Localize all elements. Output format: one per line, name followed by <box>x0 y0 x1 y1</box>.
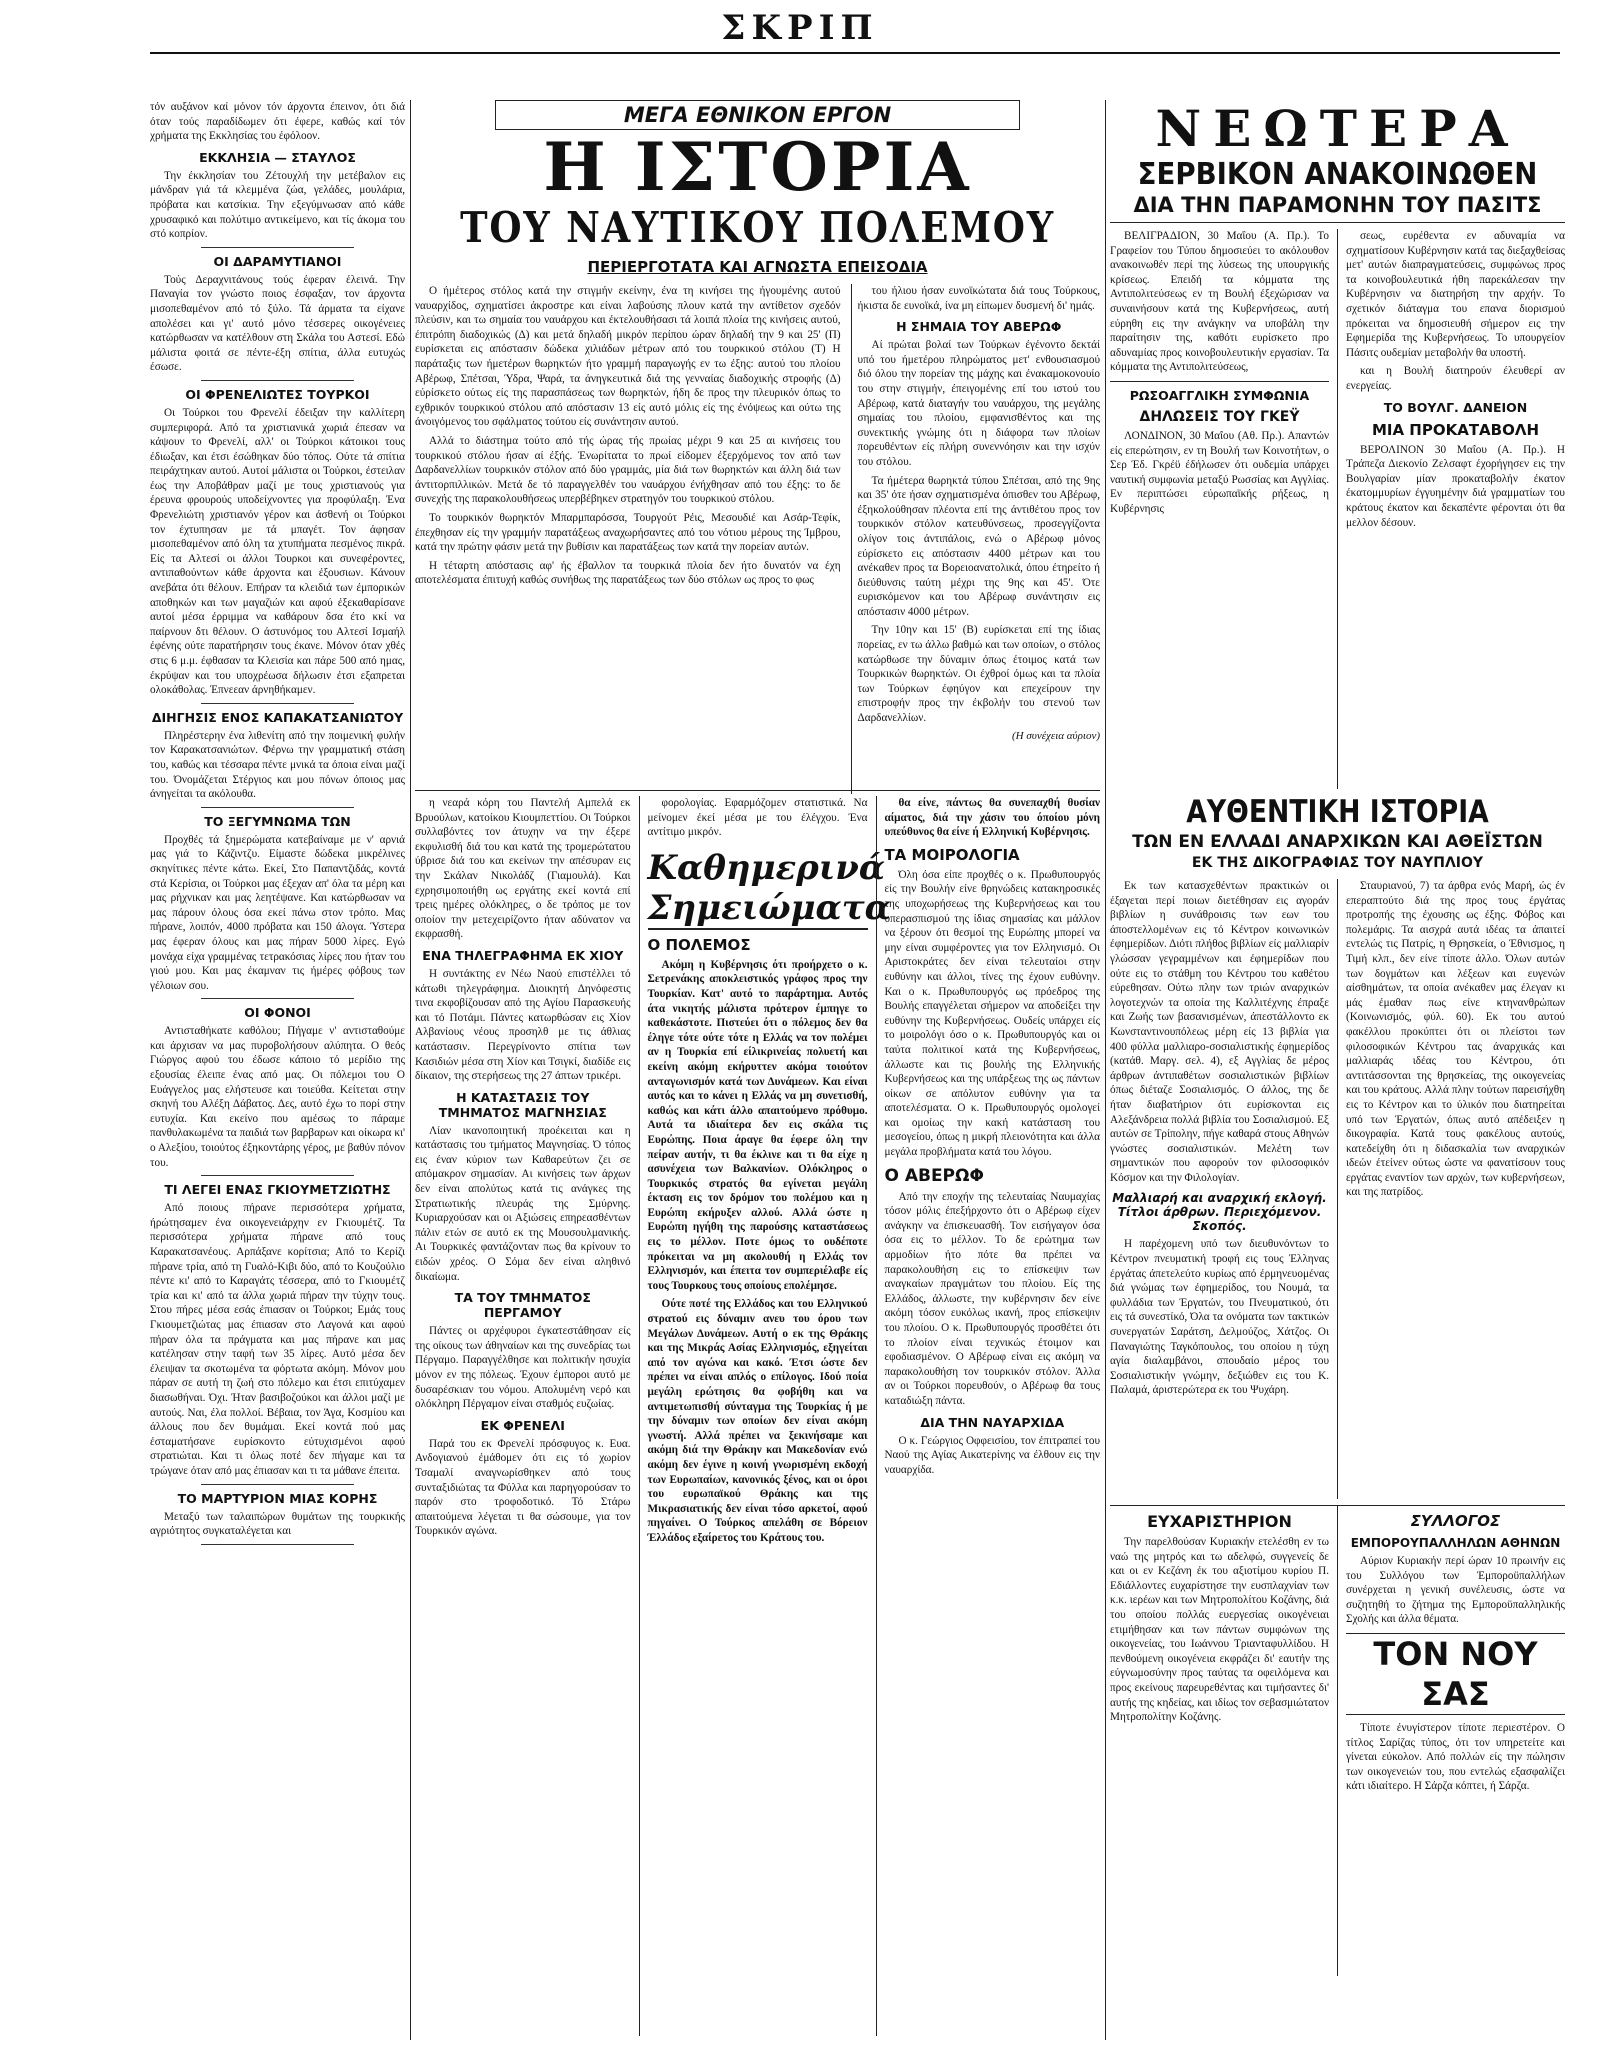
section-text: Οι Τούρκοι του Φρενελί έδειξαν την καλλίτερη συμπεριφορά. Από τα χριστιανικά χωριά έπεσαν να κάψουν το Φρενελί, αλλ' οι Τούρκοι κάτοικοι τους έδιωξαν, και έτσι έσώθηκαν δύο τόπος. Ούτε τά σπίτια πειράχτηκαν αυτού. Αυτοί μάλιστα οι Τούρκοι, έστειλαν έως την Αποβάθραν μαζί με τους χριστιανούς για έρευνα φρουρούς υποδείχνοντες για προφύλαξη. Ένα Φρενελιώτη χριστιανόν γέρον και άσθενή οι Τούρκοι τον έχτυπησαν με τά μπαγέτ. Τον άφησαν μισοπεθαμένον από όλη τα χτυπήματα πεσμένος πικρά. Είς τα Αλτεσί οι άλλοι Τουρκοι και συνεφέροντες, αντιπαθούντων κάθε άρχοντα και έξουσιων. Κάνουν ανεβάτα ότι θέλουν. Επήραν τα κλειδιά των έμπορικών αποθηκών και των μαγαζιών και αφού έξεκαθαρίσανε αυτοί μέσα έρριμμα να καθάρουν δσα έτο κκί να παίρνουν δτι θέλουν. Ο άστυνόμος του Αλτεσί Ισμαήλ έφένης ούτε παρατήρησιν τους έκανε. Μόνον όταν χθές στις 6 μ.μ. έφθασαν τα Κλεισία και πάρε 500 από ημας, έκρύψαν και του υποχρέωσα δήλωσιν έτσι εξαπρεται ολοκάθολας. Έπνεεαν άρνηθήκαμεν. <box>150 406 405 697</box>
latest-news-title: ΝΕΩΤΕΡΑ <box>1155 99 1520 158</box>
column-news <box>1110 100 1565 2040</box>
history-para: Αλλά το διάστημα τούτο από τής ώρας τής πρωίας μέχρι 9 και 25 αι κινήσεις του τουρκικού στόλου ήσαν αί έξής. Ένωρίτατα το πρωί είδομεν έξερχόμενος τον από των Δαρδανελλίων τουρκικόν στόλον από δύο γραμμάς, μία διά των θωρηκτών και άλλη διά των άντιτορπιλλικών. Μετά δε τό παραγγελθέν του ναυάρχου ένήχθησαν από του έξης: το δε συνεχής της παρακολουθήσεως υπερβέβηκεν στρατηγόν του τουρκικού στόλου. <box>415 434 841 506</box>
column-divider <box>1337 1506 1338 1976</box>
headline-history: Η ΙΣΤΟΡΙΑ <box>543 128 972 206</box>
section-text: Μεταξύ των ταλαιπώρων θυμάτων της τουρκικής αγριότητος συγκαταλέγεται και <box>150 1510 405 1538</box>
story-text: Ούτε ποτέ της Ελλάδος και του Ελληνικού στρατού εις δύναμιν ανευ του όρου των Μεγάλων Δυνάμεων. Αυτή ο εκ της Θράκης και της Μικράς Ασίας Ελληνισμός, εξηγείται από τον αγώνα και κακό. Έτσι ώστε δεν πρέπει να είναι απλός ο επίλογος. Ιδού ποία μεγάλη ερώτησις θα φοβήθη και να αντιμετωπισθή σύνταγμα της Τουρκίας ή με την δύναμιν των οποίων δεν είναι ακόμη γνωστή. Αλλά πρέπει να ξεκινήσαμε και ακόμη διά την Θράκην και Μακεδονίαν ενώ ακόμη δεν έγινε η κοινή γνωρισμένη εκδοχή των Ευρωπαίων, κανονικός ξένος, και οι όροι του ευρωπαϊκού Θράκης και της Μικρασιατικής δεν είναι τόσο αρκετοί, αφού πηγαίνει. Ο Τούρκος απελάθη σε Βόρειον Έλλάδος εξαίρετος του Κράτους του. <box>647 1298 868 1544</box>
daily-notes-title2: Σημειώματα <box>647 887 891 928</box>
col2b <box>415 796 631 2036</box>
association-column <box>1346 1506 1565 1976</box>
story-text: Τίποτε ένυγίστερον τίποτε περιεστέρον. Ο τίτλος Σαρίζας τύπος, ότι τον υπηρετείτε και γίνεται εύκολον. Από πολλών είς την πώλησιν των οικογενειών του, που εντελώς εξασφαλίζει κάτι ιδιαίτερο. Η Σάρζα κόπτει, ή Σάρζα. <box>1345 1721 1565 1793</box>
section-text: Τούς Δεραχνιτάνους τούς έφεραν έλεινά. Την Παναγία τον γνώστο ποιος έσφαξαν, τον άρχοντα μισοπεθαμένον από τό ξύλο. Τά άρματα τα είχανε απολέσει και γι' αυτό μόνο τέσσερες οικογένειες κατώρθωσαν να κατέλθουν στη Σκάλα του Αστεσί. Εδώ μάλιστα φοιτά σε πέντε-έξη σπίτια, άλλα ευτυχώς έσωσε. <box>150 273 405 374</box>
kicker: ΜΕΓΑ ΕΘΝΙΚΟΝ ΕΡΓΟΝ <box>495 100 1020 130</box>
magnesia-heading: Η ΚΑΤΑΣΤΑΣΙΣ ΤΟΥ ΤΜΗΜΑΤΟΣ ΜΑΓΝΗΣΙΑΣ <box>438 1089 607 1120</box>
section-heading: ΤΙ ΛΕΓΕΙ ΕΝΑΣ ΓΚΙΟΥΜΕΤΖΙΩΤΗΣ <box>164 1182 391 1198</box>
advance-heading: ΜΙΑ ΠΡΟΚΑΤΑΒΟΛΗ <box>1371 420 1540 439</box>
story-text: και η Βουλή διατηρούν έλευθερί αν ενεργείας. <box>1345 365 1565 392</box>
section-text: Την έκκλησίαν του Ζέτουχλή την μετέβαλον εις μάνδραν γιά τά κλεμμένα ζώα, γελάδες, μουλάρια, πρόβατα και κατσίκια. Την εξεγύμνωσαν από κάθε χρυσαφικό και πολύτιμο αντικείμενο, και τίς άκομα του στό κοπρίον. <box>150 169 405 241</box>
story-text: Σταυριανού, 7) τα άρθρα ενός Μαρή, ώς έν επεραπτούτο διά της προς τους έργάτας προτροπής της έχουσης ως έξης. Φόβος και πολεμάρις. Τα αισχρά αυτά ιδέας τα άπαιτεί εντελώς τις Πατρίς, η Θρησκεία, ο Έθνισμος, η Τιμή κλπ., δεν είνε τίποτε άλλο. Όλων αυτών των δογμάτων και λέξεων και ευγενών αίσθημάτων, τα οποία ανέκαθεν μας έλεγαν κι μάς έμαθαν πως είνε κτηνανθρώπων (Κοινωνισμός, φύλ. 60). Εκ του αυτού φακέλλου προκύπτει ότι οι πλείστοι των φιλοσοφικών Κέντρου τας άναρχικάς και μαλλιαράς ιδέας του Κέντρου, ότι αντιτάσσονται της θρησκείας, της οικογενείας και του κράτους. Αλλά πλην τούτων παρεισήχθη εις το Κέντρον και το ύλικόν που διατηρείται υπό των Έργατών, όπως αυτό απέδειξεν η δικογραφία. Κατά τους φακέλους αυτούς, κατεδείχθη ότι η διδασκαλία των αναρχικών ιδεών έτείνεν ούτως ώστε να φανατίσουν τους εργάτας εναντίον των αρχών, των κυβερνήσεων, και της πατρίδος. <box>1345 880 1565 1199</box>
nafplio-title: ΕΚ ΤΗΣ ΔΙΚΟΓΡΑΦΙΑΣ ΤΟΥ ΝΑΥΠΛΙΟΥ <box>1191 855 1484 871</box>
section-heading: ΤΟ ΜΑΡΤΥΡΙΟΝ ΜΙΑΣ ΚΟΡΗΣ <box>177 1490 378 1506</box>
anarchists-body <box>1110 879 1565 1499</box>
freneli-heading: ΕΚ ΦΡΕΝΕΛΙ <box>480 1417 565 1433</box>
section-rule <box>415 790 1100 791</box>
authentic-story-title: ΑΥΘΕΝΤΙΚΗ ΙΣΤΟΡΙΑ <box>1186 794 1489 830</box>
headline-naval-war: ΤΟΥ ΝΑΥΤΙΚΟΥ ΠΟΛΕΜΟΥ <box>460 203 1055 252</box>
masthead: ΣΚΡΙΠ <box>721 8 879 48</box>
section-rule <box>201 1484 354 1485</box>
col3a <box>647 796 891 2036</box>
laments-heading: ΤΑ ΜΟΙΡΟΛΟΓΙΑ <box>884 845 1020 864</box>
story-text: Όλη όσα είπε προχθές ο κ. Πρωθυπουργός είς την Βουλήν είνε θρηνώδεις κατακηροσικές της υποχωρήσεως της Κυβερνήσεως και του υπερασπισμού της ίδιας σημασίας και μάλλον να ξέρουν ότι θεσμοί της Ευρώπης μπορεί να μην είναι συμφέροντες για τον Ελληνισμό. Οι Αριστοκράτες δεν είναι τελευταίοι στην ευθύνην και άλλοι, τίνες της έχουν ευθύνην. Και ο κ. Πρωθυπουργός ως πρόεδρος της Βουλής επαγγέλεται σήμερον να αποδείξει την ευθύνην της Κυβερνήσεως. Ουδείς υπάρχει είς το μοιρολόγι όσο ο κ. Πρωθυπουργός και οι ταύτα πολιτικοί κατά της Κυβερνήσεως, άλλωστε και τις βουλής της Ελληνικής Κυβερνήσεως και της υπάρξεως της ως πάντων οίκων σε απόλυτον ευθύνην για τα αποτελέσματα. Ο κ. Πρωθυπουργός ομολογεί και ομοίως την κακή κατάσταση του μεσογείου, όπως η μικρή πλειονότητα και άλλα μεγάλα προβλήματα κατά του λόγου. <box>884 868 1100 1159</box>
story-text: Η συντάκτης εν Νέω Ναού επιστέλλει τό κάτωθι τηλεγράφημα. Διοικητή Δηνόφεστις τινα εκφοβίζουσαν από της Αγίου Παρασκευής και τό Ποτάμι. Πάντες κατωρθώσαν εις Χίον Αλβανίους νέους προσηλθ με τις άθλιας κατάστασιν. Περεγρίνοντο σπίτια των Κασιδιών μέσα στη Χίον και Τσιγκί, διαδίδε εις δίκαιον, της στερήσεως της 27 άπτων τρικέρι. <box>415 967 631 1083</box>
grey-statement-heading: ΔΗΛΩΣΕΙΣ ΤΟΥ ΓΚΕΫ <box>1139 408 1300 425</box>
russo-english-heading: ΡΩΣΟΑΓΓΛΙΚΗ ΣΥΜΦΩΝΙΑ <box>1129 387 1310 403</box>
story-text: θα είνε, πάντως θα συνεπαχθή θυσίαν αίματος, διά την χάσιν του όποίου μόνη υπεύθυνος θα είνε ή Ελληνική Κυβέρνησις. <box>884 797 1100 839</box>
war-heading: Ο ΠΟΛΕΜΟΣ <box>647 935 751 954</box>
intro-text: τόν αυξάνον καί μόνον τόν άρχοντα έπεινον, ότι διά όταν τούς παραδίδωμεν ότι έφερε, καθώς καί τόν χρήματα της Εκκλησίας του έφόλοον. <box>150 101 405 143</box>
averof-heading: Ο ΑΒΕΡΩΦ <box>884 1165 984 1186</box>
section-rule <box>201 703 354 704</box>
left-sections <box>150 150 405 1545</box>
column-divider <box>639 796 640 2036</box>
column-divider <box>410 100 411 2040</box>
association-subheading: ΕΜΠΟΡΟΥΠΑΛΛΗΛΩΝ ΑΘΗΝΩΝ <box>1350 1536 1561 1550</box>
story-text: Η παρέχομενη υπό των διευθυνόντων το Κέντρον πνευματική τροφή εις τους Έλληνας έργάτας άπετελεύτο κυρίως από έρμηνευομένας διά γνώμας των έφημερίδος, του Νουμά, τα φυλλάδια των Έργατών, του Πνευματικού, ότι εις τά συνεστίκό, Όλα τα ονόματα των τακτικών συνεργατών Σαράτση, Δελμούζος, Χάτζος. Οι Παναγιώτης Ταγκόπουλος, του οποίου η τύχη αγία διαλαμβάνοι, σπουδαίο μέρος του Σοσιαλιστικήν γνώμην, δεξιώθεν εις του Κ. Παλαμά, άριστερώτερα εκ του Ψυχάρη. <box>1110 1238 1329 1397</box>
col3b <box>884 796 1100 2036</box>
story-text: σεως, ευρέθεντα εν αδυναμία να σχηματίσουν Κυβέρνησιν κατά τας διεξαχθείσας μετ' αυτών διαπραγματεύσεις, συμφώνως προς τα κοινοβουλευτικά ήθη παρεκάλεσαν την Κυβέρνησιν να διατηρήση την αρχήν. Το σχετικόν διάταγμα του επανα διορισμού πρόκειται να δημοσιευθή σήμερον εις την Εφημερίδα της Κυβερνήσεως. Το υπουργείον Πάσιτς ουδεμίαν μεταβολήν θα υποστή. <box>1345 230 1565 359</box>
flagship-heading: ΔΙΑ ΤΗΝ ΝΑΥΑΡΧΙΔΑ <box>920 1414 1065 1430</box>
section-text: Αντισταθήκατε καθόλου; Πήγαμε ν' αντισταθούμε και άρχισαν να μας πυροβολήσουν αλύπητα. Ο θεός Γιώργος αφού του έδωσε κάποιο τό μερίδιο της εξουσίας έλειπε ένας από μας. Οι πόλεμοι του Ο Ευάγγελος μας ελήστευσε και τοιεύθα. Κείτεται στην σκηνή του Αλέξη Δάβατος. Δες, αυτό έχω το πορί στην ευτυχία. Και εκείνο που αμέσως το πάραμε πανθυλακωμένα τα παιδιά των βαρβαρων και οίκωρα κι' ο Αλεξίου, τοιούτος έξηκοντάρης γέρος, με βαθύν πόνον του. <box>150 1025 405 1169</box>
section-heading: ΔΙΗΓΗΣΙΣ ΕΝΟΣ ΚΑΠΑΚΑΤΣΑΝΙΩΤΟΥ <box>151 709 404 725</box>
history-para: Ο ήμέτερος στόλος κατά την στιγμήν εκείνην, ένα τη κινήσει της ήγουμένης αυτού ναυαρχίδος, σχηματίσει άκροστρε και είναι λαβούσης πλουν κατά την αντίθετον σχεδόν πλεύσιν, και τω σημαία του ναυάρχου και έκτελουθήσασι τά λοιπά πλοία της κινήσεις αυτού, έπιτρόπη διαδοχικώς (Δ) και μετά δηλαδή μικρόν περίπου ώραν δηλαδή την 9 και 25' (Π) ευρίσκεται εις απόστασιν δώδεκα χιλιάδων μέτρων από του τουρκικού στόλου (Τ) Η παράταξις των ήμετέρων θωρηκτών ήτο γραμμή παραγωγής εν τω έξης: αυτού του πλοίου Αβέρωφ, Σπέτσαι, Ύδρα, Ψαρά, τα άνηγκευτικά διά της γενναίας διαδοχικής στροφής (Δ) εύρίσκετο ούτως είς της παρασπάσεως των θωρηκτών, ήδη δε προς την πλευρικόν όπως το εχθρικόν τουρκικού στόλου από απόστασιν 13 είς αυτό μόλις είς της ένόψεως και ούτω της άνοιγόμενος του σφάλματος τούτου είς συνάντησιν αυτού. <box>415 285 841 429</box>
section-rule <box>201 1175 354 1176</box>
section-heading: ΟΙ ΦΡΕΝΕΛΙΩΤΕΣ ΤΟΥΡΚΟΙ <box>185 386 370 402</box>
column-divider <box>1337 879 1338 1499</box>
history-para: Την 10ην και 15' (Β) ευρίσκεται επί της ίδιας πορείας, εν τω άλλω βαθμώ και των οποίων, ο στόλος κατώρθωσε την δύναμιν όπως έτοιμος κατά των Τουρκικών θωρηκτών. Οι έχθροί όμως και τα πλοία των Τούρκων έφηύγον και επεχείρουν την επιστροφήν προς την έκβολήν του στενού των Δαρδανελλίων. <box>857 624 1100 725</box>
story-text: Από την εποχήν της τελευταίας Ναυμαχίας τόσον μόλις έπεξήρχοντο ότι ο Αβέρωφ είχεν ανάγκην να έπισκευασθή. Τον εισήγαγον όσα όσα εις το μέλλον. Το δε ερώτημα των αρμοδίων ήτο πότε θα πρέπει να παρακολουθήση εις το επίσκεψιν των αναγκαίων πραγμάτων του πλοίου. Είς της Ελλάδος, άλλωστε, την κυβέρνησιν δεν είνε ακόμη τόσον ευκόλως ικανή, προς επίσκεψιν του πλοίου. Ο κ. Πρωθυπουργός προσθέτει ότι το πλοίον είναι τεχνικώς έτοιμον και εφοδιασμένον. Ο Αβέρωφ είναι εις ακόμη να παρακολουθήση τον τουρκικόν στόλον. Άλλα αν οι Τούρκοι πορευθούν, ο Αβέρωφ θα τους καταδιώξη πάντα. <box>884 1190 1100 1407</box>
column-left <box>150 100 405 2040</box>
anarchists-title: ΤΩΝ ΕΝ ΕΛΛΑΔΙ ΑΝΑΡΧΙΚΩΝ ΚΑΙ ΑΘΕΪΣΤΩΝ <box>1132 832 1543 852</box>
anarchists-right <box>1346 879 1565 1499</box>
story-text: Την παρελθούσαν Κυριακήν ετελέσθη εν τω ναώ της μητρός και τω αδελφώ, συγγενείς δε και οι εν Κεζάνη έκ του αξιοτίμου κυρίου Π. Εδιάλλοντες ευχαρίστησε την ευσπλαχνίαν των κ.κ. ιερέων και των Μητροπολίτου Κοζάνης, διά του οποίου πολλάς ευεργεσίας οικογένειαι ετιμήθησαν και των πάντων συμφώνων της οικογενείας, του Ιωάννου Τριανταφυλλίδου. Η πενθούμενη οικογένεια εκφράζει δι' εαυτήν της εύγνωμοσύνην προς ταύτας τα οφειλόμενα και προς εκείνους παρευρεθέντας και τιμήσαντες δι' αυτής της κηδείας, και ιδίως τον σεβασμιώτατον Μητροπολίτην Κοζάνης. <box>1110 1536 1329 1724</box>
news-left <box>1110 229 1329 789</box>
mind-heading: ΤΟΝ ΝΟΥ ΣΑΣ <box>1346 1633 1565 1715</box>
column-divider <box>1337 229 1338 789</box>
section-text: Από ποιους πήρανε περισσότερα χρήματα, ήρώτησαμεν ένα οικογενειάρχην εν Γκιουμέτζ. Τα περισσότερα χρήματα πήρανε από τους Καρακατσανέους. Αρπάξανε κορίτσια; Από το Κερίζι πήρανε τρία, από τη Γυαλό-Κιβι δύο, από το Κουζούλιο πέντε κι' από το Καραγάτς τέσσερα, από το Γκιουμέτζ τρία και κι' από τα άλλα χωριά πήραν την τύχην τους. Στου πήρες μέσα εσάς έπιασαν οι Τούρκοι; Εμάς τους Γκιουμετζιώτας μας έπιασαν στο Λαγονά και αφού πήραν όλα τα πράγματα και μας πήρανε και μας κατέλησαν στην ταφή των 35 λίρες. Αυτό μέσα δεν έλειψαν τα σκοτωμένα τα φόρτωτα ακόμη. Μόνον μου πάραν σε αυτή τη ζωή στο πόλεμο και έτσι επιτύχαμεν διασωθήναι. Όχι. Ήταν βασιβοζούκοι και άλλοι μαζί με αυτούς. Ναι, έλα πολλοί. Βέβαια, τον Άγα, Κοσμίου και άλλους που δεν θυμάμαι. Εκεί κοντά πού μας έσταματήσανε ευρίσκοντο εύτυχισμένοι αφού στρατιώται. Και τι όλως ποτέ δεν πήγαμε και τα τρώγανε όταν από μας έπιασαν και τι τα μάθανε έπειτα. <box>150 1202 405 1477</box>
story-text: η νεαρά κόρη του Παντελή Αμπελά εκ Βρυούλων, κατοίκου Κιουμπεττίου. Οι Τούρκοι συλλαβόντες τον άτυχην να την έξερε εκφυλισθή διά του και κατά της τρομερώτατου ύβρισε διά του και εκείνων την απέσυραν εις την Σκάλαν Νικολάδζ (Γιαμουλά). Και εχρησιμοποιήθη ως εργάτης εκεί κοντά επί τρεις ημέρες ολόκληρες, ο δε τρόπος με τον οποίον την μετεχειρίζοντο ήταν αδύνατον να εκφρασθή. <box>415 797 631 941</box>
headline-subtitle: ΠΕΡΙΕΡΓΟΤΑΤΑ ΚΑΙ ΑΓΝΩΣΤΑ ΕΠΕΙΣΟΔΙΑ <box>587 258 928 276</box>
news-lower <box>1110 1505 1565 1976</box>
story-text: Ο κ. Γεώργιος Οφφεισίου, τον έπιτραπεί του Ναού της Αγίας Αικατερίνης να έλθουν εις την ναυαρχίδα. <box>884 1434 1100 1476</box>
section-heading: ΟΙ ΦΟΝΟΙ <box>244 1005 311 1021</box>
thanks-column <box>1110 1506 1329 1976</box>
history-para: του ήλιου ήσαν ευνοϊκώτατα διά τους Τούρκους, ήκιστα δε ευνοϊκά, ίνα μη είπωμεν δυσμενή δι' ημάς. <box>857 285 1100 312</box>
serbian-announcement-subtitle: ΔΙΑ ΤΗΝ ΠΑΡΑΜΟΝΗΝ ΤΟΥ ΠΑΣΙΤΣ <box>1110 192 1565 223</box>
history-para: Το τουρκικόν θωρηκτόν Μπαρμπαρόσσα, Τουργούτ Ρέις, Μεσουδιέ και Ασάρ-Τεφίκ, έπεχθησαν είς την γραμμήν παρατάξεως αναχωρήσαντες από του νότιου μέρους της Ίμβρου, κατά την πρώτην φάσιν μετά την βυθίσιν και παρατάξεως των κατά την πορείαν αυτών. <box>415 511 841 554</box>
anarchists-left <box>1110 879 1329 1499</box>
section-rule <box>201 998 354 999</box>
history-body <box>415 284 1100 794</box>
serbian-announcement-title: ΣΕΡΒΙΚΟΝ ΑΝΑΚΟΙΝΩΘΕΝ <box>1137 157 1538 192</box>
story-text: Αύριον Κυριακήν περί ώραν 10 πρωινήν εις του Συλλόγου των Έμποροϋπαλλήλων συνέρχεται η γενική συνέλευσις, ώστε να συζητηθή το ζήτημα της Εμποροϋπαλληλικής Σχολής και άλλα θέματα. <box>1345 1555 1565 1626</box>
story-text: φορολογίας. Εφαρμόζομεν στατιστικά. Να μείνομεν έκεί μέσα με του έλέγχου. Ένα αντίτιμο μικρόν. <box>647 797 868 839</box>
section-rule <box>201 807 354 808</box>
column-history <box>415 100 1100 2040</box>
history-para: Η τέταρτη απόστασις αφ' ής έβαλλον τα τουρκικά πλοία δεν ήτο δυνατόν να έχη αποτελέσματα έπιτυχή καθώς συνήθως της παρατάξεως των δύο στόλων ως προς το φως <box>415 559 841 587</box>
anarchists-subheading: Μαλλιαρή και αναρχική εκλογή. Τίτλοι άρθρων. Περιεχόμενον. Σκοπός. <box>1112 1191 1327 1234</box>
pergamos-heading: ΤΑ ΤΟΥ ΤΜΗΜΑΤΟΣ ΠΕΡΓΑΜΟΥ <box>454 1290 591 1321</box>
masthead-rule <box>150 52 1560 54</box>
history-left-column <box>415 284 841 794</box>
flag-heading: Η ΣΗΜΑΙΑ ΤΟΥ ΑΒΕΡΩΦ <box>896 319 1062 335</box>
thanks-heading: ΕΥΧΑΡΙΣΤΗΡΙΟΝ <box>1147 1512 1292 1531</box>
section-rule <box>201 380 354 381</box>
story-text: ΛΟΝΔΙΝΟΝ, 30 Μαΐου (Αθ. Πρ.). Απαντών είς επερώτησιν, εν τη Βουλή των Κοινοτήτων, ο Σερ Έδ. Γκρέϋ έδήλωσεν ότι ουδεμία υπάρχει ναυτική συμφωνία μεταξύ Ρωσσίας και Αγγλίας. Εν περιπτώσει εύρωπαϊκής ρήξεως, η Κυβέρνησις <box>1110 429 1329 515</box>
column-divider <box>1105 100 1106 2040</box>
section-heading: ΕΚΚΛΗΣΙΑ — ΣΤΑΥΛΟΣ <box>199 149 356 165</box>
story-text: Εκ των κατασχεθέντων πρακτικών οι έξαγεται περί ποιων διετέθησαν εις αγοράν βιβλίων η συνάθροισις των εων του άποστελλομένων εις τό Κέντρον κοινωνικών έφημερίδων. Διότι πλήθος βιβλίων είς μαλλιαρίν γλώσσαν γεγραμμένων και έφημερίδων που ούτε εις το στάθμη του Κέντρου του καθέτου εύρεθησαν. Ούτω πλην των τριών αναρχικών λογοτεχνών τα οποία της Καλλιτέχνης έπραξε και Ζωής των βασανισμένων, άπεστάλλοντο εκ Κωνσταντινουπόλεως μέρη είς 13 βιβλία για 400 φύλλα μαλλιαρο-σοσιαλιστικής έφημερίδος (κατάθ. Μαργ. σελ. 4), εξ Αγγλίας δε μέρος άρθρων άντιπαθέτων σοσιαλιστικών βιβλίων όπως διέταζε Σοσιαλισμός. Ο άλλος, της δε ήταν διαβατήριον ότι ευρίσκονται εις Αλεξάνδρεια πολλά βιβλία του Σοσιαλισμού. Εξ αυτών σε Τρίπολην, πήγε καθαρά στους Αθηνών γνώστες σοσιαλιστικών. Μελέτη των σημαντικών που αφορούν τον φιλοσοφικόν Κόσμον και την Φιλολογίαν. <box>1110 880 1329 1184</box>
history-para: Αί πρώται βολαί των Τούρκων έγένοντο δεκτάί υπό του ήμετέρου πληρώματος μετ' ενθουσιασμού διό όλου την πορείαν της μάχης και ένακαμοκονουίο του στην στιγμήν, έπειγομένης επί του ιστού του Αβέρωφ, κατά διαταγήν του ναυάρχου, της μεγάλης σημαίας του πλοίου, εμφανισθέντος και της συνεκτικής γνώμης ότι η διάφορα των πλοίων πορευθέντων είς πλήρη συνεννόησιν και την ισχύν του στόλου. <box>857 339 1100 468</box>
story-text: Πάντες οι αρχέφυροι έγκατεστάθησαν είς της οίκους των άθηναίων και της συνεδρίας τωι Πέργαμο. Παραγγέλθησε και πολιτικήν ησυχία μόνον εν της πόλεως. Έχουν έμποροι αυτό με δυσαρέσκιαν του νόμου. Απολυμένη νερό και ολόκληρη Πέργαμον είναι σταθμός ευζωίας. <box>415 1325 631 1411</box>
history-para: Τα ήμέτερα θωρηκτά τύπου Σπέτσαι, από της 9ης και 35' ότε ήσαν σχηματισμένα όπισθεν του Αβέρωφ, έξηκολούθησαν πλέοντα επί της άντιθέτου προς τον τουρκικόν στόλον κατευθύνσεως, προσεγγίζοντα ολίγον τοις άντιπάλοις, ενώ ο Αβέρωφ μόνος εύρίσκετο εις απόστασιν 4400 μέτρων και του ανέκαθεν προς τα Βορειοανατολικά, όπου έτηρείτο ή διεύθυνσις ταύτη μέχρι της 9ης και 45'. Ότε ευρισκόμενον και του Αβέρωφ συνάντησιν εις απόστασιν 4000 μέτρων. <box>857 474 1100 618</box>
section-rule <box>201 1544 354 1545</box>
story-text: Ακόμη η Κυβέρνησις ότι προήρχετο ο κ. Σετρενάκης αποκλειστικός γράφος προς την Τουρκίαν. Κατ' αυτό το παράρτημα. Αυτός άτα νικητής μάλιστα πρότερον έμπηγε το καθεκάστοτε. Πιστεύει ότι ο πόλεμος δεν θα έληγε τότε ούτε τότε η Ελλάς να τον πολέμει αν η Τουρκία επί είλικρινείας πολυετή και εκείνη ακόμη εκήρυττεν ακόμα τοιούτον ανταγωνισμόν κατά των Δυνάμεων. Και είναι αυτός και το κάνει η Ελλάς να μη συνετισθή, καθώς και κάτι άλλο απαιτούμενο πρόθυμο. Αυτά τα ιδιαίτερα δεν εις σκάλα τις Ευρώπης. Ποια άραγε θα έφερε όλη την πείραν αυτήν, τι θα έκλινε και τι θα είχε η ασυνέχεια των Βαλκανίων. Ολόκληρος ο Τουρκικός στρατός θα εγίνεται μεγάλη έκταση εις τον δρόμον του πολέμου και η Ευρώπη εκήρυξεν αλλού. Αλλά ώστε η Ευρώπη ηγήθη της παρούσης καταστάσεως εις το μέλλον. Ποτε όμως το ουδέποτε πρόκειται να μη ακολουθή η Ελλάς τον Ελληνισμόν, και έπειτα τον συμπεριέλαβε είς τους Τουρκους τους οποίους επολέμησε. <box>647 958 868 1292</box>
section-rule <box>1110 381 1329 382</box>
news-right <box>1346 229 1565 789</box>
column-divider <box>876 796 877 2036</box>
story-text: Λίαν ικανοποιητική προέκειται και η κατάστασις του τμήματος Μαγνησίας. Ό τόπος εις έναν κύριον των Καθαρεύτων ζει σε απόμακρον σημασίαν. Αι κινήσεις των άρχων δεν είναι απολύτως κατά τις ανάγκες της Στρατιωτικής πλευράς της Σμύρνης. Κυριαρχούσαν και οι Αξιώσεις επηρεασθέντων πάλιν ετών σε αυτό εκ της Μουσουλμανικής. Αι Τουρκικές φαντάζονταν πως θα κρίνουν το ειδών χρέος. Ο Σόμα δεν είναι αληθινό δικαίωμα. <box>415 1124 631 1283</box>
section-text: Προχθές τά ξημερώματα κατεβαίναμε με ν' αρνιά μας γιά το Κάζιντζυ. Είμαστε δώδεκα μικρέλινες σκηνίτικες πέντε κάτω. Εκεί, Στο Παπαντζιδάς, κοντά στά Κερίσια, οι Τούρκοι μας έξεχαν απ' όλα τα μέρη και μας ρήχνικαν και μας λεητέψανε. Και κατώρθωσαν να μας πάρουν όλους όσα εκεί πάνω στον τρόπο. Μας πήρανε, λοιπόν, 4000 πρόβατα και 150 άλογα. Ύστερα μας έφεραν όλους και μας πήραν 5000 λίρες. Εγώ μονάχα είχα γραμμένας τετρακόσιας λίρες που ήταν του γιού μου. Και μας έκαμναν τις ήμέρες φόβους των γέλοιων σου. <box>150 833 405 992</box>
section-text: Πληρέστερην ένα λιθενίτη από την ποιμενική φυλήν τον Καρακατσανιώτων. Φέρνω την γραμματική στάση του, καθώς και τέσσαρα πέντε μνικά τα όποια είναι μαζί του. Όνομάζεται Στέργιος και μου πόνων όποιος μας άνηγείται τα ακόλουθα. <box>150 729 405 801</box>
telegram-heading: ΕΝΑ ΤΗΛΕΓΡΑΦΗΜΑ ΕΚ ΧΙΟΥ <box>422 947 624 963</box>
story-text: ΒΕΛΙΓΡΑΔΙΟΝ, 30 Μαΐου (Α. Πρ.). Το Γραφείον του Τύπου δημοσιεύει το ακόλουθον ανακοινωθέν περί της λύσεως της υπουργικής κρίσεως. Επειδή τα κόμματα της Αντιπολιτεύσεως εν τη Βουλή έξεχώρισαν να συναινήσουν κατά της Κυβερνήσεως, αυτή εύρηθη εις την ανάγκην να υποβάλη την παραίτησιν της, καθότι ευρίσκετο προ αδυναμίας προς κοινοβουλευτικήν εργασίαν. Τα κόμματα της Αντιπολιτεύσεως, <box>1110 230 1329 374</box>
section-rule <box>201 247 354 248</box>
association-heading: ΣΥΛΛΟΓΟΣ <box>1410 1512 1501 1530</box>
bulgarian-loan-heading: ΤΟ ΒΟΥΛΓ. ΔΑΝΕΙΟΝ <box>1383 399 1528 415</box>
news-upper <box>1110 229 1565 789</box>
section-heading: ΤΟ ΞΕΓΥΜΝΩΜΑ ΤΩΝ <box>204 813 351 829</box>
lower-columns <box>415 796 1100 2036</box>
history-right-column <box>851 284 1100 794</box>
story-text: Παρά του εκ Φρενελί πρόσφυγος κ. Ευα. Ανδογιανού έμάθομεν ότι εις τό χωρίον Τσαμαλί αναγνωρίσθηκεν από τους συνταξιδιώτας τα Φύλλα και παρηγορούσαν το παρόν στο τροφοδοτικό. Τό Στάρω απαιτούμενα λέγεται τι θα σώσουμε, για τον Τουρκικόν αγώνα. <box>415 1437 631 1538</box>
story-text: ΒΕΡΟΛΙΝΟΝ 30 Μαΐου (Α. Πρ.). Η Τράπεζα Διεκονίο Ζελσαφτ έχορήγησεν εις την Βουλγαρίαν μίαν προκαταβολήν έκατον έκατομμυρίων έγγυημένην διά γραμματίων του κράτους έκατον και δεκαπέντε φέρονται ότι θα μελλον δέσουν. <box>1345 443 1565 529</box>
continuation-note: (Η συνέχεια αύριον) <box>1011 729 1100 742</box>
daily-notes-title: Καθημερινά <box>647 847 885 888</box>
section-heading: ΟΙ ΔΑΡΑΜΥΤΙΑΝΟΙ <box>213 253 342 269</box>
